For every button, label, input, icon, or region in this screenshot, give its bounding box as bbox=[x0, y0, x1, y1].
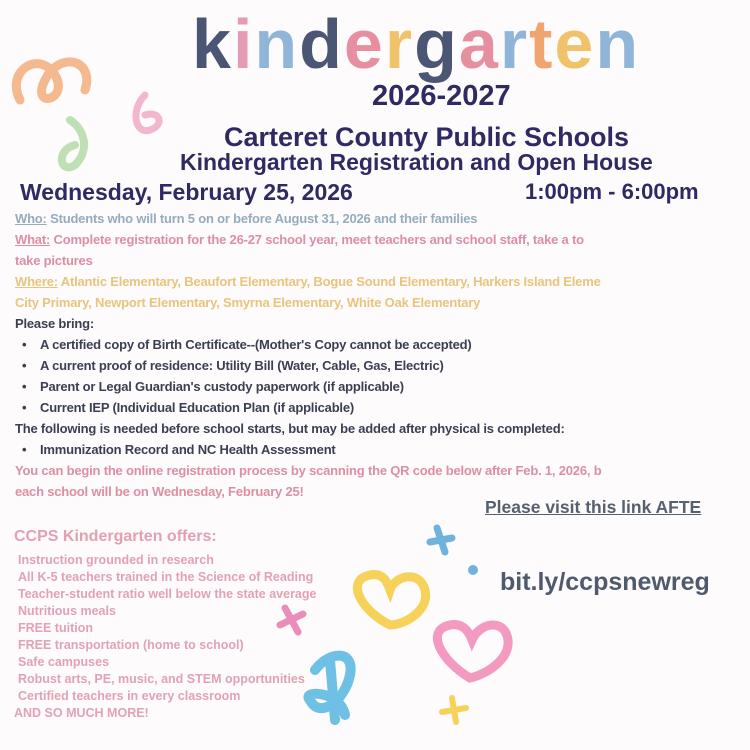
green-swirl-icon bbox=[62, 120, 84, 167]
title-letter: e bbox=[343, 5, 385, 83]
title-letter: r bbox=[384, 5, 415, 83]
title-letter: g bbox=[414, 5, 459, 83]
title-letter: i bbox=[232, 5, 255, 83]
what-line bbox=[15, 232, 584, 247]
where-line-2: City Primary, Newport Elementary, Smyrna Elementary, White Oak Elementary bbox=[15, 295, 481, 310]
offer-item: FREE transportation (home to school) bbox=[18, 638, 244, 652]
blue-butterfly-icon bbox=[308, 656, 350, 720]
offer-item: Teacher-student ratio well below the state average bbox=[18, 587, 317, 601]
district-name: Carteret County Public Schools bbox=[224, 122, 630, 152]
school-year: 2026-2027 bbox=[372, 80, 511, 112]
offer-item: Instruction grounded in research bbox=[18, 553, 214, 567]
needed-heading: The following is needed before school starts, but may be added after physical is completed: bbox=[15, 421, 565, 436]
offer-item: Nutritious meals bbox=[18, 604, 116, 618]
offers-heading: CCPS Kindergarten offers: bbox=[14, 528, 217, 545]
event-date: Wednesday, February 25, 2026 bbox=[20, 179, 353, 205]
bring-heading: Please bring: bbox=[15, 316, 95, 331]
title-letter: k bbox=[192, 5, 233, 83]
title-letter: n bbox=[595, 5, 641, 83]
who-line bbox=[15, 211, 477, 226]
blue-dot-icon bbox=[468, 565, 478, 575]
yellow-cross-icon bbox=[442, 698, 466, 722]
online-note-2: each school will be on Wednesday, February 25! bbox=[15, 484, 304, 499]
pink-swirl-icon bbox=[136, 95, 159, 131]
where-label: Where: bbox=[15, 274, 58, 289]
needed-item: Immunization Record and NC Health Assessment bbox=[40, 442, 336, 457]
bring-item: A certified copy of Birth Certificate--(Mother's Copy cannot be accepted) bbox=[40, 337, 472, 352]
offer-item: Certified teachers in every classroom bbox=[18, 689, 241, 703]
title-letter: e bbox=[554, 5, 596, 83]
offer-item: FREE tuition bbox=[18, 621, 93, 635]
offer-item: All K-5 teachers trained in the Science of Reading bbox=[18, 570, 314, 584]
where-line bbox=[15, 274, 601, 289]
yellow-heart-icon bbox=[357, 575, 425, 625]
where-text: Atlantic Elementary, Beaufort Elementary, Bogue Sound Elementary, Harkers Island Eleme bbox=[57, 274, 601, 289]
what-label: What: bbox=[15, 232, 51, 247]
what-line-2: take pictures bbox=[15, 253, 93, 268]
link-prompt: Please visit this link AFTE bbox=[485, 497, 702, 517]
who-text: Students who will turn 5 on or before August 31, 2026 and their families bbox=[46, 211, 478, 226]
title-letter: t bbox=[529, 5, 555, 83]
orange-squiggle-icon bbox=[16, 62, 86, 100]
kindergarten-title bbox=[192, 4, 640, 84]
what-text: Complete registration for the 26-27 school year, meet teachers and school staff, take a to bbox=[50, 232, 584, 247]
title-letter: a bbox=[458, 5, 500, 83]
who-label: Who: bbox=[15, 211, 47, 226]
title-letter: n bbox=[254, 5, 300, 83]
pink-cross-icon bbox=[280, 608, 303, 632]
blue-cross-icon bbox=[430, 528, 452, 552]
offers-closing: AND SO MUCH MORE! bbox=[14, 706, 149, 720]
event-time: 1:00pm - 6:00pm bbox=[525, 179, 699, 204]
offer-item: Robust arts, PE, music, and STEM opportunities bbox=[18, 672, 305, 686]
online-note-1: You can begin the online registration process by scanning the QR code below after Feb. 1, 2026, b bbox=[15, 463, 602, 478]
pink-heart-icon bbox=[437, 625, 508, 678]
title-letter: r bbox=[499, 5, 530, 83]
bring-item: Parent or Legal Guardian's custody paperwork (if applicable) bbox=[40, 379, 404, 394]
bring-item: A current proof of residence: Utility Bill (Water, Cable, Gas, Electric) bbox=[40, 358, 444, 373]
title-letter: d bbox=[299, 5, 344, 83]
bring-item: Current IEP (Individual Education Plan (if applicable) bbox=[40, 400, 355, 415]
registration-link[interactable]: bit.ly/ccpsnewreg bbox=[500, 568, 710, 596]
event-name: Kindergarten Registration and Open House bbox=[180, 149, 653, 175]
offer-item: Safe campuses bbox=[18, 655, 110, 669]
